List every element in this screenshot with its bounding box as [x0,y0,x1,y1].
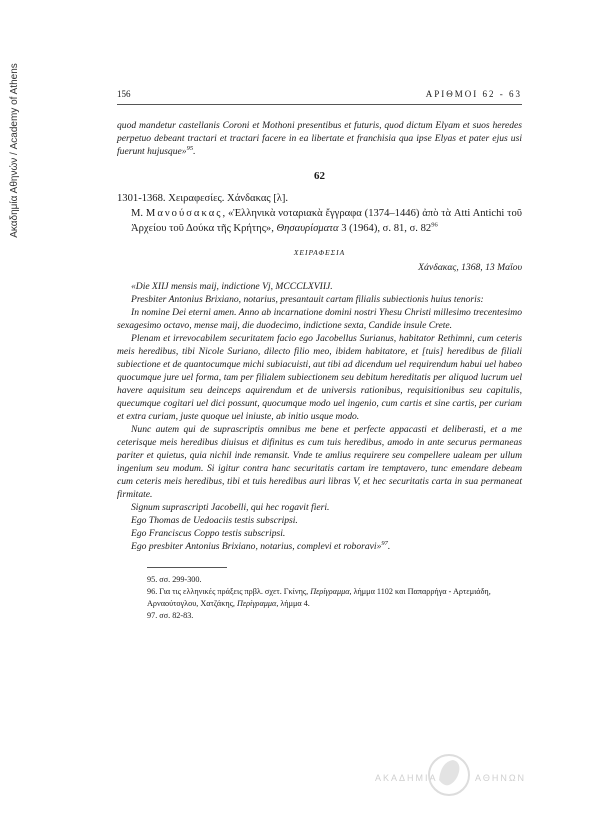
signature-line: Ego Franciscus Coppo testis subscripsi. [131,528,286,539]
footnote-ref-96[interactable]: 96 [431,221,438,229]
final-signature-end: . [387,541,391,552]
footnote-96 [117,586,522,610]
signature-line: Ego Thomas de Uedoaciis testis subscripsi. [131,515,298,526]
text-paragraph: Plenam et irrevocabilem securitatem facio ego Jacobellus Surianus, habitator Rethimni, cum ceteris meis heredibus, tibi Nicole Suriano, dilecto filio meo, ibidem habitatore, et [tuis] heredibus de filiali subiectione et de quantocumque michi subiacuisti, aut tibi ad dicendum uel requirendum habui uel habeo quocumque jure uel forma, tam per filialem subiectionem seu debitum hereditatis per aliquod lucrum uel havere aquisitum seu deinceps aquirendum et de universis rationibus, requisitionibus seu capitulis, quecumque cogitari uel dici possunt, quocumque modo uel ingenio, cum cartis et sine cartis, per curiam et extra curiam, juste quoque uel iniuste, ab initio usque modo. [117,333,522,422]
athena-head-icon [427,750,471,800]
running-title: ΑΡΙΘΜΟΙ 62 - 63 [425,89,522,99]
regest-bibliography [117,206,522,236]
author-name: Μανούσακας [145,208,223,219]
intro-end: . [193,146,196,157]
footnote-96-part: 96. Για τις ελληνικές πράξεις πρβλ. σχετ. Γκίνης, [147,587,311,596]
watermark-right-text: ΑΘΗΝΩΝ [475,773,527,783]
final-signature-text: Ego presbiter Antonius Brixiano, notarius, complevi et roboravi» [131,541,382,552]
running-header [117,88,522,105]
author-initial: Μ. [131,208,144,219]
footnote-96-part: , λήμμα 4. [276,599,310,608]
footnote-95: 95. σσ. 299-300. [147,575,202,584]
footnote-96-title: Περίγραμμα [236,599,277,608]
document-page [117,88,522,622]
text-paragraph: «Die XIIJ mensis maij, indictione Vj, MCCCLXVIIJ. [131,281,333,292]
text-paragraph: In nomine Dei eterni amen. Anno ab incarnatione domini nostri Yhesu Christi millesimo trecentesimo sexagesimo octavo, mense maij, die duodecimo, indictione sexta, Candide insule Crete. [117,307,522,331]
footnote-ref-95[interactable]: 95 [186,144,194,152]
signature-line: Signum suprascripti Jacobelli, qui hec rogavit fieri. [131,502,330,513]
final-signature [117,540,522,553]
academy-watermark [365,745,565,805]
footnote-96-part: , λήμμα 1102 και Παπαρρήγα - Αρτεμιάδη, Αρναούτογλου, Χατζάκης, [147,587,491,608]
regest-heading: 1301-1368. Χειραφεσίες. Χάνδακας [λ]. [117,193,289,204]
archive-side-label [4,40,24,260]
regest-block [117,191,522,236]
footnote-divider [147,567,227,568]
footnote-ref-97[interactable]: 97 [381,539,388,547]
page-number: 156 [117,89,131,99]
bib-pages: 3 (1964), σ. 81, σ. 82 [338,223,432,234]
footnote-96-title: Περίγραμμα [310,587,350,596]
intro-paragraph [117,119,522,158]
text-paragraph: Presbiter Antonius Brixiano, notarius, presantauit cartam filialis subiectionis huius tenoris: [131,294,484,305]
footnote-97: 97. σσ. 82-83. [147,611,194,620]
section-subtitle: ΧΕΙΡΑΦΕΣΙΑ [293,248,346,257]
intro-text: quod mandetur castellanis Coroni et Mothoni presentibus et futuris, quod dictum Elyam et suos heredes perpetuo debeant tractari et tractari facere in ea libertate et franchisia qua ipse Elyas et pater ejus usi fuerunt hujusque» [117,120,522,157]
side-label-text: Ακαδημία Αθηνών / Academy of Athens [8,62,20,238]
bib-article: , «Ἑλληνικὰ νοταριακὰ ἔγγραφα (1374–1446) ἀπὸ τὰ Atti Antichi τοῦ Ἀρχείου τοῦ Δούκα τῆς Κρήτης», [131,208,522,234]
place-date: Χάνδακας, 1368, 13 Μαΐου [418,262,522,273]
document-number: 62 [314,170,325,182]
watermark-left-text: ΑΚΑΔΗΜΙΑ [375,773,438,783]
bib-journal: Θησαυρίσματα [276,223,339,234]
text-paragraph: Nunc autem qui de suprascriptis omnibus me bene et perfecte appacasti et deliberasti, et a me ceterisque meis heredibus diuisus et difinitus es cum tuis heredibus, amodo in ante securus permaneas pariter et quietus, quia nichil inde remansit. Vnde te amlius requirere seu compellere ualeam per ullum ingenium seu modum. Si igitur contra hanc securitatis cartam ire temptavero, tunc emendare debeam cum ceteris meis heredibus, tibi et tuis heredibus auri libras V, et hec securitatis carta in sua permaneat firmitate. [117,424,522,500]
